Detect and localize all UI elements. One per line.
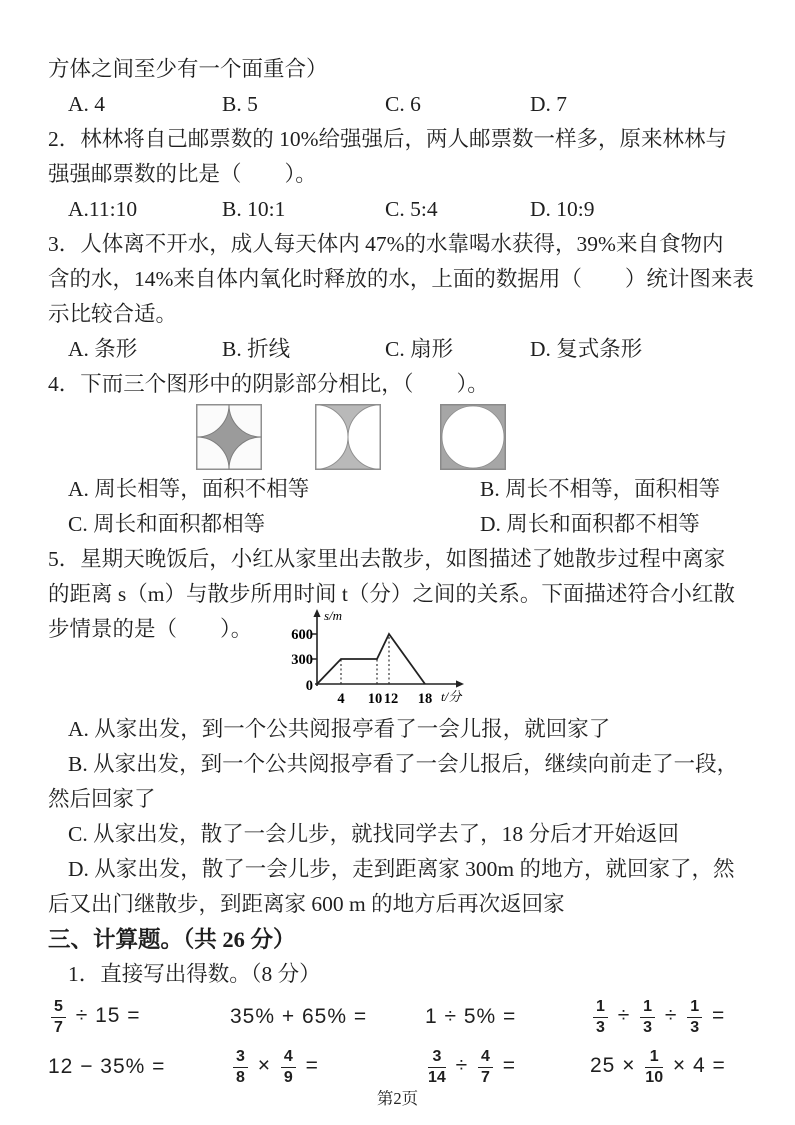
y-tick-600: 600 — [291, 627, 313, 643]
calc-text: 25 × — [590, 1053, 643, 1077]
q3-text-line3: 示比较合适。 — [48, 302, 178, 326]
calc-text: 12 − 35% = — [48, 1055, 166, 1078]
q4-options-row-2 — [48, 507, 753, 542]
calc-expression — [425, 1048, 590, 1086]
q1-option-b: B. 5 — [222, 92, 258, 116]
calc-text: 1 ÷ 5% = — [425, 1005, 517, 1028]
q4-option-d: D. 周长和面积都不相等 — [480, 512, 700, 536]
y-axis-arrow-icon — [313, 609, 320, 617]
fraction: $\frac{1}{3}$ — [687, 998, 702, 1036]
q4-text-line: 4．下而三个图形中的阴影部分相比，（ ）。 — [48, 372, 489, 396]
calc-row-1 — [48, 992, 753, 1042]
walk-distance-time-graph — [285, 606, 473, 712]
calc-text: ÷ — [448, 1053, 475, 1077]
q5-option-d-line2: 后又出门继散步，到距离家 600 m 的地方后再次返回家 — [48, 892, 565, 916]
q2-option-b: B. 10:1 — [222, 197, 286, 221]
q4-option-a: A. 周长相等，面积不相等 — [68, 477, 310, 501]
y-tick-300: 300 — [291, 652, 313, 668]
calc-text: ÷ 15 = — [68, 1003, 141, 1027]
calc-text: × 4 = — [666, 1053, 726, 1077]
fraction: $\frac{4}{9}$ — [281, 1048, 296, 1086]
q3-text-line1: 3．人体离不开水，成人每天体内 47%的水靠喝水获得，39%来自食物内 — [48, 232, 724, 256]
calc-expression — [48, 1055, 230, 1079]
fraction: $\frac{1}{3}$ — [640, 998, 655, 1036]
calc-text: = — [495, 1053, 517, 1077]
x-axis-arrow-icon — [456, 680, 464, 687]
page-number: 第2页 — [376, 1089, 419, 1108]
white-inscribed-circle — [442, 406, 504, 468]
q4-option-b: B. 周长不相等，面积相等 — [480, 477, 721, 501]
q3-text-line2: 含的水，14%来自体内氧化时释放的水，上面的数据用（ ）统计图来表 — [48, 267, 754, 291]
q1-tail-line: 方体之间至少有一个面重合） — [48, 57, 328, 81]
calc-expression — [48, 998, 230, 1036]
figure-circle-in-square — [440, 404, 506, 470]
q3-option-a: A. 条形 — [68, 337, 138, 361]
calc-expression — [230, 1005, 425, 1029]
q4-figures-row — [48, 402, 753, 472]
q2-option-a: A.11:10 — [68, 197, 138, 221]
q5-option-b-line1: B. 从家出发，到一个公共阅报亭看了一会儿报后，继续向前走了一段， — [68, 752, 739, 776]
q5-option-d-line1: D. 从家出发，散了一会儿步，走到距离家 300m 的地方，就回家了，然 — [68, 857, 735, 881]
q2-text-line1: 2．林林将自己邮票数的 10%给强强后，两人邮票数一样多，原来林林与 — [48, 127, 728, 151]
calc-text: ÷ — [610, 1003, 638, 1027]
calc-expression — [425, 1005, 590, 1029]
y-tick-0: 0 — [305, 678, 313, 694]
q5-option-b-line2: 然后回家了 — [48, 787, 156, 811]
x-tick-18: 18 — [417, 691, 433, 707]
calc-text: × — [250, 1053, 278, 1077]
q1-option-c: C. 6 — [385, 92, 421, 116]
q5-option-c: C. 从家出发，散了一会儿步，就找同学去了，18 分后才开始返回 — [68, 822, 679, 846]
q2-text-line2: 强强邮票数的比是（ ）。 — [48, 162, 317, 186]
x-axis-label: t/分 — [441, 689, 462, 704]
q5-text-line3: 步情景的是（ ）。 — [48, 617, 253, 641]
x-tick-10: 10 — [367, 691, 383, 707]
q5-text-line1: 5．星期天晚饭后，小红从家里出去散步，如图描述了她散步过程中离家 — [48, 547, 726, 571]
x-tick-12: 12 — [383, 691, 399, 707]
calc-expression — [590, 1048, 753, 1086]
fraction: $\frac{4}{7}$ — [478, 1048, 493, 1086]
q1-option-a: A. 4 — [68, 92, 106, 116]
calc-text: = — [298, 1053, 319, 1077]
fraction: $\frac{5}{7}$ — [51, 998, 66, 1036]
distance-line-series — [317, 634, 425, 684]
calc-expression — [590, 998, 753, 1036]
q3-option-d: D. 复式条形 — [530, 337, 643, 361]
q2-options-row — [48, 192, 753, 227]
q5-text-line2: 的距离 s（m）与散步所用时间 t（分）之间的关系。下面描述符合小红散 — [48, 582, 735, 606]
q3-options-row — [48, 332, 753, 367]
fraction: $\frac{1}{10}$ — [645, 1047, 664, 1086]
figure-semicircles-in-square — [315, 404, 381, 470]
fraction: $\frac{1}{3}$ — [593, 998, 608, 1036]
q3-option-b: B. 折线 — [222, 337, 291, 361]
section3-heading: 三、计算题。（共 26 分） — [48, 927, 296, 952]
q4-option-c: C. 周长和面积都相等 — [68, 512, 266, 536]
calc-text: 35% + 65% = — [230, 1005, 368, 1028]
q3-option-c: C. 扇形 — [385, 337, 454, 361]
calc-text: = — [705, 1003, 726, 1027]
fraction: $\frac{3}{14}$ — [428, 1047, 446, 1086]
q1-option-d: D. 7 — [530, 92, 568, 116]
y-axis-label: s/m — [324, 608, 343, 623]
fraction: $\frac{3}{8}$ — [233, 1048, 248, 1086]
calc-expression — [230, 1048, 425, 1086]
calc1-heading: 1．直接写出得数。（8 分） — [68, 962, 321, 986]
x-tick-4: 4 — [337, 691, 345, 707]
q4-options-row-1 — [48, 472, 753, 507]
q2-option-c: C. 5:4 — [385, 197, 438, 221]
figure-star-in-square — [196, 404, 262, 470]
q2-option-d: D. 10:9 — [530, 197, 595, 221]
q1-options-row — [48, 87, 753, 122]
q5-graph-row — [48, 608, 753, 712]
calc-text: ÷ — [658, 1003, 685, 1027]
q5-option-a: A. 从家出发，到一个公共阅报亭看了一会儿报，就回家了 — [68, 717, 611, 741]
